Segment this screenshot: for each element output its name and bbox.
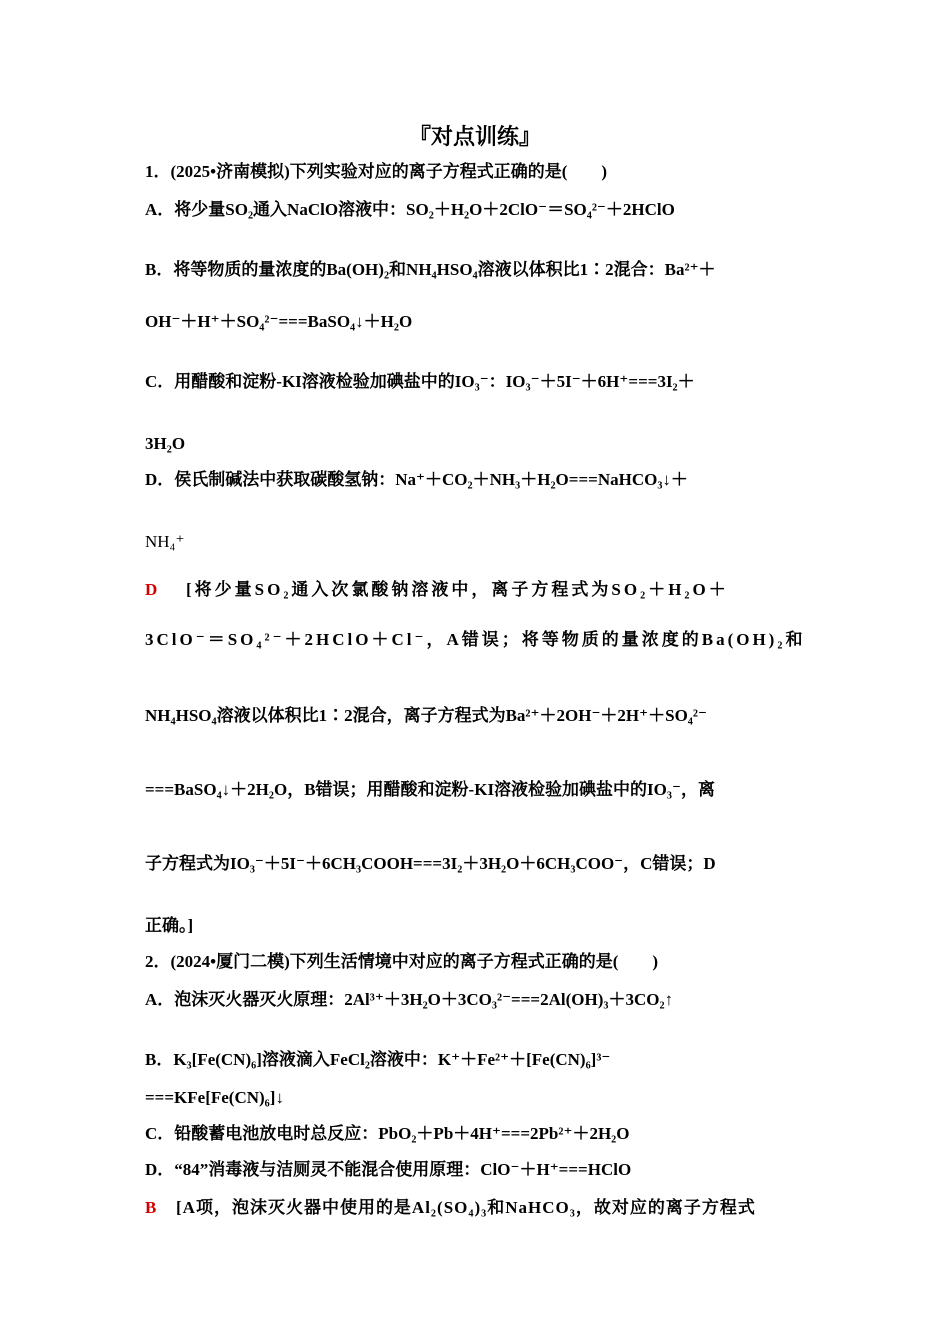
q1-option-c-line1: C．用醋酸和淀粉-KI溶液检验加碘盐中的IO₃⁻：IO₃⁻＋5I⁻＋6H⁺===3I₂＋ [145,372,695,391]
q1-option-d-line1: D．侯氏制碱法中获取碳酸氢钠：Na⁺＋CO₂＋NH₃＋H₂O===NaHCO₃↓＋ [145,470,688,489]
q2-stem: 2．(2024•厦门二模)下列生活情境中对应的离子方程式正确的是( ) [145,952,659,971]
q1-option-b-line2: OH⁻＋H⁺＋SO₄²⁻===BaSO₄↓＋H₂O [145,312,413,331]
q2-option-b-line1: B．K₃[Fe(CN)₆]溶液滴入FeCl₂溶液中：K⁺＋Fe²⁺＋[Fe(CN)₆]³⁻ [145,1050,611,1069]
q1-option-b-line1: B．将等物质的量浓度的Ba(OH)₂和NH₄HSO₄溶液以体积比1∶2混合：Ba²⁺＋ [145,260,716,279]
q1-explanation-line6: 正确。] [145,916,194,935]
q1-option-c-line2: 3H₂O [145,434,186,453]
q1-explanation-line4: ===BaSO₄↓＋2H₂O，B错误；用醋酸和淀粉-KI溶液检验加碘盐中的IO₃⁻，离 [145,780,715,799]
q2-option-d: D．“84”消毒液与洁厕灵不能混合使用原理：ClO⁻＋H⁺===HClO [145,1160,632,1179]
q2-answer: B [145,1198,157,1217]
q1-option-a: A．将少量SO₂通入NaClO溶液中：SO₂＋H₂O＋2ClO⁻＝SO₄²⁻＋2HClO [145,200,675,219]
q2-option-a: A．泡沫灭火器灭火原理：2Al³⁺＋3H₂O＋3CO₃²⁻===2Al(OH)₃＋3CO₂↑ [145,990,674,1009]
q2-option-c: C．铅酸蓄电池放电时总反应：PbO₂＋Pb＋4H⁺===2Pb²⁺＋2H₂O [145,1124,630,1143]
q1-stem: 1．(2025•济南模拟)下列实验对应的离子方程式正确的是( ) [145,162,608,181]
q1-answer: D [145,580,158,599]
q1-explanation-line1: [将少量SO₂通入次氯酸钠溶液中，离子方程式为SO₂＋H₂O＋ [186,580,729,599]
q2-option-b-line2: ===KFe[Fe(CN)₆]↓ [145,1088,284,1107]
q1-option-d-line2: NH₄⁺ [145,532,185,551]
section-title: 『对点训练』 [408,124,541,149]
q2-explanation-line1: [A项，泡沫灭火器中使用的是Al₂(SO₄)₃和NaHCO₃，故对应的离子方程式 [176,1198,756,1217]
q1-explanation-line2: 3ClO⁻＝SO₄²⁻＋2HClO＋Cl⁻，A错误；将等物质的量浓度的Ba(OH)₂和 [145,630,806,649]
q1-explanation-line3: NH₄HSO₄溶液以体积比1∶2混合，离子方程式为Ba²⁺＋2OH⁻＋2H⁺＋SO₄²⁻ [145,706,707,725]
q1-explanation-line5: 子方程式为IO₃⁻＋5I⁻＋6CH₃COOH===3I₂＋3H₂O＋6CH₃COO⁻，C错误；D [145,854,716,873]
